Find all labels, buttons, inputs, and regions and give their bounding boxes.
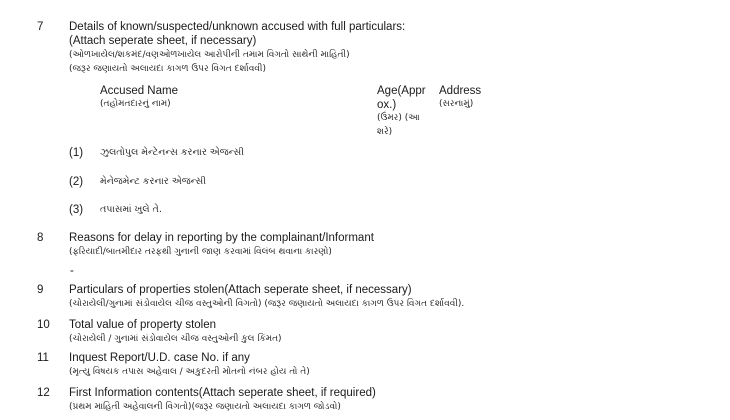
column-age-gujarati-line1: (ઉંમર) (આ	[377, 113, 420, 123]
section-8-gujarati: (ફરિયાદી/બાતમીદાર તરફથી ગુનાની જાણ કરવામાં વિલંબ થવાના કારણો)	[69, 247, 332, 257]
section-12-gujarati: (પ્રથમ માહિતી અહેવાલની વિગતો)(જરૂર જણાયતો અલાયદા કાગળ જોડવો)	[69, 402, 341, 412]
section-10-gujarati: (ચોરાયેલી / ગુનામાં સંડોવાયેલ ચીજ વસ્તુઓની કુલ કિંમત)	[69, 334, 282, 344]
section-7-title: Details of known/suspected/unknown accused with full particulars:	[69, 21, 406, 33]
accused-3-number: (3)	[69, 204, 84, 216]
section-9-title: Particulars of properties stolen(Attach seperate sheet, if necessary)	[69, 284, 412, 296]
column-age-gujarati-line2: શરે)	[377, 127, 393, 137]
section-11-title: Inquest Report/U.D. case No. if any	[69, 352, 250, 364]
section-9-gujarati: (ચોરાયેલી/ગુનામાં સંડોવાયેલ ચીજ વસ્તુઓની વિગતો) (જરૂર જણાયતો અલાયદા કાગળ ઉપર વિગત દર્શાવવી).	[69, 299, 465, 309]
section-11-number: 11	[37, 352, 49, 364]
column-accused-name: Accused Name	[100, 85, 178, 97]
section-8-value: -	[70, 265, 74, 277]
accused-2-name: મેનેજમેન્ટ કરનાર એજન્સી	[100, 176, 206, 187]
section-8-title: Reasons for delay in reporting by the complainant/Informant	[69, 232, 374, 244]
column-age-line1: Age(Appr	[377, 85, 426, 97]
section-7-gujarati-line1: (ઓળખાયેલ/શકમંદ/વણઓળખાયેલ આરોપીની તમામ વિગતો સાથેની માહિતી)	[69, 50, 350, 60]
accused-1-number: (1)	[69, 147, 84, 159]
section-7-gujarati-line2: (જરૂર જણાયતો અલાયદા કાગળ ઉપર વિગત દર્શાવવી)	[69, 64, 266, 74]
section-10-number: 10	[37, 319, 50, 331]
column-accused-name-gujarati: (તહોમતદારનું નામ)	[100, 99, 171, 109]
section-8-number: 8	[37, 232, 44, 244]
section-12-title: First Information contents(Attach seperate sheet, if required)	[69, 387, 376, 399]
column-address: Address	[439, 85, 482, 97]
section-10-title: Total value of property stolen	[69, 319, 217, 331]
accused-2-number: (2)	[69, 176, 84, 188]
accused-3-name: તપાસમાં ખુલે તે.	[100, 204, 162, 215]
section-7-subtitle: (Attach seperate sheet, if necessary)	[69, 35, 257, 47]
column-address-gujarati: (સરનામું)	[439, 99, 474, 109]
section-9-number: 9	[37, 284, 44, 296]
accused-1-name: ઝુલતોપુલ મેન્ટેનન્સ કરનાર એજન્સી	[100, 147, 244, 158]
section-12-number: 12	[37, 387, 50, 399]
section-11-gujarati: (મૃત્યુ વિષયક તપાસ અહેવાલ / અકુદરતી મોતનો નંબર હોય તો તે)	[69, 367, 310, 377]
section-7-number: 7	[37, 21, 44, 33]
column-age-line2: ox.)	[377, 99, 397, 111]
